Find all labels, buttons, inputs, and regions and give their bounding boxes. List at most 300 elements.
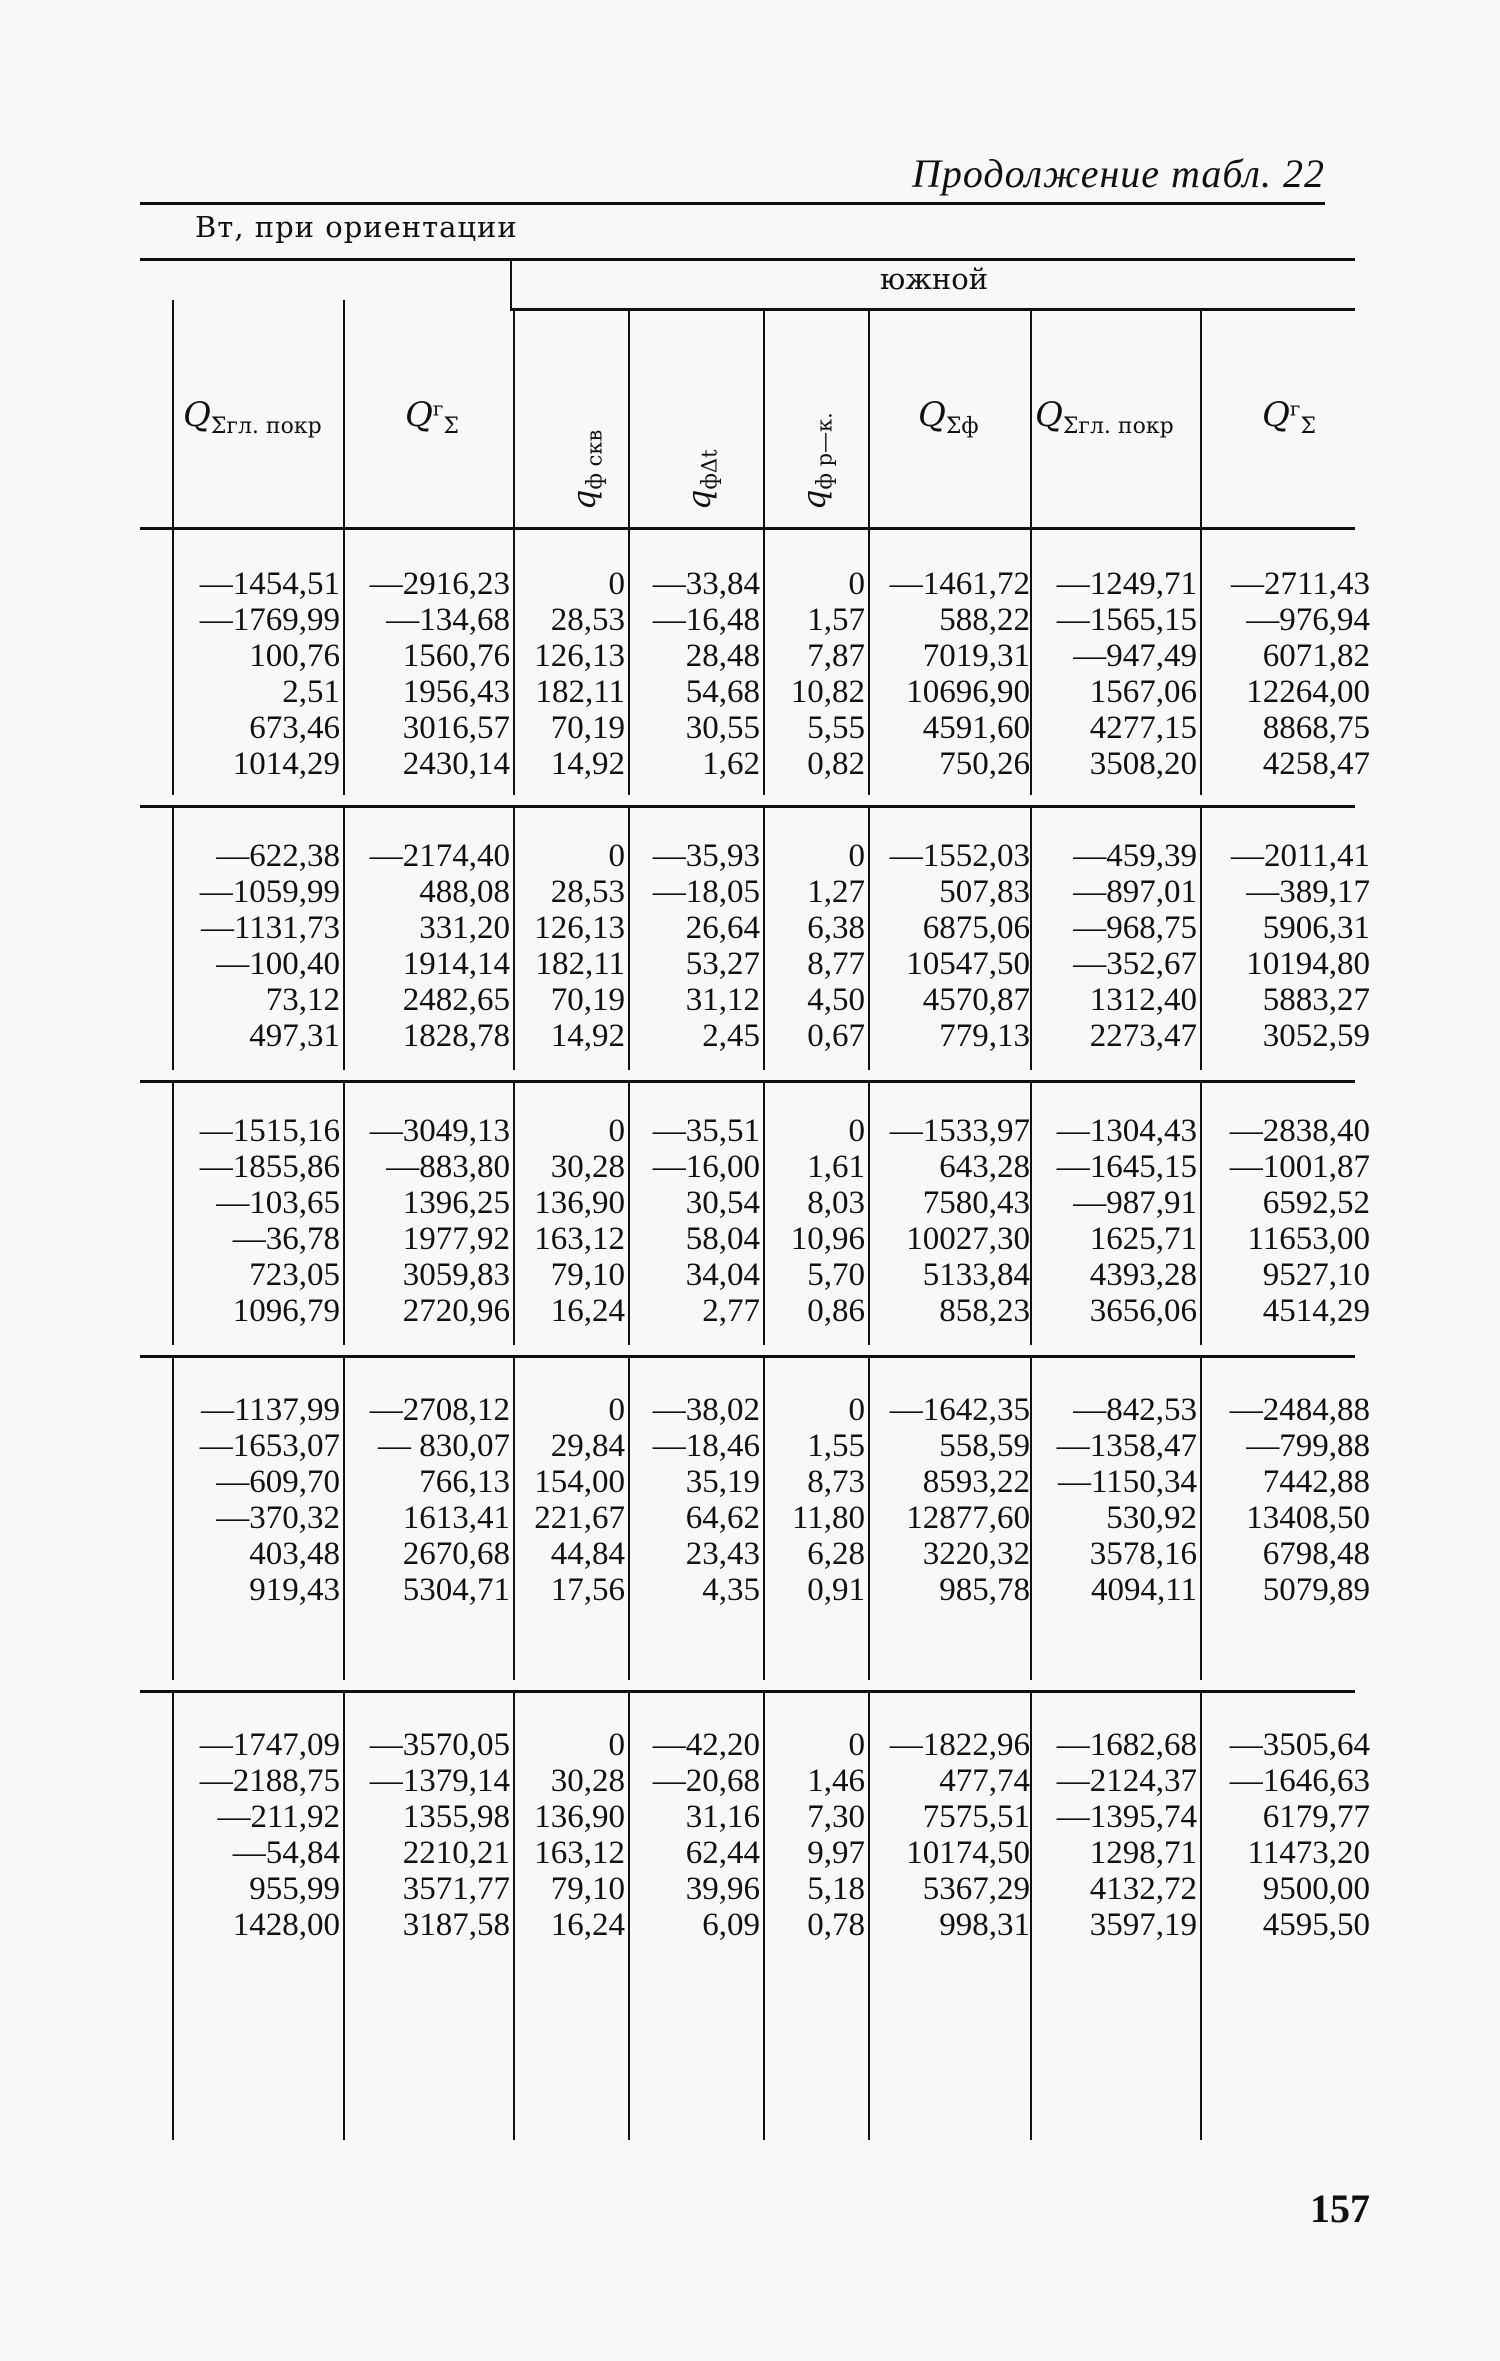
table-cell: 70,19 xyxy=(550,982,625,1018)
table-cell: 10,96 xyxy=(790,1221,865,1257)
column-divider xyxy=(513,808,515,1070)
table-cell: —799,88 xyxy=(1246,1428,1370,1464)
table-cell: 54,68 xyxy=(685,674,760,710)
table-cell: 6592,52 xyxy=(1262,1185,1370,1221)
table-cell: 3578,16 xyxy=(1089,1536,1197,1572)
column-divider xyxy=(1200,808,1202,1070)
table-cell: 750,26 xyxy=(939,746,1030,782)
block-separator-rule xyxy=(140,1355,1355,1358)
table-cell: 0 xyxy=(608,1113,625,1149)
column-divider xyxy=(868,1083,870,1345)
table-cell: 30,28 xyxy=(550,1763,625,1799)
table-cell: 985,78 xyxy=(939,1572,1030,1608)
table-cell: 3187,58 xyxy=(402,1907,510,1943)
column-divider xyxy=(868,530,870,795)
table-cell: 6179,77 xyxy=(1262,1799,1370,1835)
table-cell: 4595,50 xyxy=(1262,1907,1370,1943)
table-cell: —897,01 xyxy=(1073,874,1197,910)
column-divider xyxy=(343,1083,345,1345)
table-cell: 1828,78 xyxy=(402,1018,510,1054)
table-cell: —1395,74 xyxy=(1056,1799,1197,1835)
table-cell: —1379,14 xyxy=(369,1763,510,1799)
table-cell: —36,78 xyxy=(232,1221,340,1257)
table-cell: 6,09 xyxy=(702,1907,760,1943)
column-header-subscript: Σгл. покр xyxy=(210,413,322,439)
column-header-c1 xyxy=(183,395,322,439)
table-cell: 2430,14 xyxy=(402,746,510,782)
table-cell: 2670,68 xyxy=(402,1536,510,1572)
table-cell: 0 xyxy=(608,1392,625,1428)
table-cell: 558,59 xyxy=(939,1428,1030,1464)
column-divider xyxy=(763,1358,765,1680)
column-divider xyxy=(1200,530,1202,795)
table-cell: 9527,10 xyxy=(1262,1257,1370,1293)
continuation-label: Продолжение табл. 22 xyxy=(911,151,1325,196)
table-cell: —1653,07 xyxy=(199,1428,340,1464)
table-cell: 16,24 xyxy=(550,1907,625,1943)
table-cell: 73,12 xyxy=(265,982,340,1018)
table-cell: 1,57 xyxy=(807,602,865,638)
column-divider xyxy=(1030,1358,1032,1680)
table-cell: 7575,51 xyxy=(922,1799,1030,1835)
column-divider xyxy=(1030,1693,1032,2140)
column-header-subscript: фΔt xyxy=(697,449,722,490)
table-cell: 79,10 xyxy=(550,1871,625,1907)
table-cell: —389,17 xyxy=(1246,874,1370,910)
column-header-symbol: q xyxy=(795,489,833,510)
table-cell: 10696,90 xyxy=(906,674,1030,710)
table-cell: 497,31 xyxy=(249,1018,340,1054)
header-column-divider xyxy=(172,300,174,530)
table-cell: 31,16 xyxy=(685,1799,760,1835)
column-header-symbol: Q xyxy=(918,395,946,435)
table-cell: 2720,96 xyxy=(402,1293,510,1329)
table-cell: —968,75 xyxy=(1073,910,1197,946)
table-cell: 10194,80 xyxy=(1246,946,1370,982)
table-cell: 44,84 xyxy=(550,1536,625,1572)
table-cell: 6,28 xyxy=(807,1536,865,1572)
column-divider xyxy=(513,1358,515,1680)
orientation-divider xyxy=(510,258,512,308)
column-header-c4 xyxy=(680,449,722,510)
column-divider xyxy=(513,530,515,795)
table-cell: —16,00 xyxy=(652,1149,760,1185)
table-cell: 488,08 xyxy=(419,874,510,910)
table-cell: 3656,06 xyxy=(1089,1293,1197,1329)
table-cell: 5883,27 xyxy=(1262,982,1370,1018)
table-cell: 3571,77 xyxy=(402,1871,510,1907)
top-rule xyxy=(140,202,1325,205)
table-cell: 0 xyxy=(848,1113,865,1149)
table-cell: —2711,43 xyxy=(1230,566,1370,602)
table-cell: 530,92 xyxy=(1106,1500,1197,1536)
table-cell: —987,91 xyxy=(1073,1185,1197,1221)
table-cell: —16,48 xyxy=(652,602,760,638)
table-cell: 9,97 xyxy=(807,1835,865,1871)
table-cell: 4514,29 xyxy=(1262,1293,1370,1329)
table-cell: 62,44 xyxy=(685,1835,760,1871)
column-header-c5 xyxy=(795,412,837,510)
table-cell: —1747,09 xyxy=(199,1727,340,1763)
table-cell: 1096,79 xyxy=(232,1293,340,1329)
table-cell: 1914,14 xyxy=(402,946,510,982)
table-cell: —38,02 xyxy=(652,1392,760,1428)
column-divider xyxy=(628,530,630,795)
unit-label: Вт, при ориентации xyxy=(195,210,518,244)
table-cell: 0 xyxy=(848,1392,865,1428)
table-cell: 12877,60 xyxy=(906,1500,1030,1536)
table-cell: —1059,99 xyxy=(199,874,340,910)
table-cell: 7580,43 xyxy=(922,1185,1030,1221)
table-cell: —1150,34 xyxy=(1057,1464,1197,1500)
table-cell: —1137,99 xyxy=(200,1392,340,1428)
table-cell: —3505,64 xyxy=(1229,1727,1370,1763)
column-divider xyxy=(868,1358,870,1680)
table-cell: —1461,72 xyxy=(889,566,1030,602)
table-cell: 1298,71 xyxy=(1089,1835,1197,1871)
table-cell: —54,84 xyxy=(232,1835,340,1871)
table-cell: 3508,20 xyxy=(1089,746,1197,782)
table-cell: 5,18 xyxy=(807,1871,865,1907)
column-divider xyxy=(628,1693,630,2140)
table-cell: 0 xyxy=(608,1727,625,1763)
header-column-divider xyxy=(868,310,870,528)
table-cell: 126,13 xyxy=(534,638,625,674)
table-cell: 163,12 xyxy=(534,1835,625,1871)
table-cell: 4,35 xyxy=(702,1572,760,1608)
table-cell: —211,92 xyxy=(217,1799,340,1835)
column-divider xyxy=(172,1693,174,2140)
table-cell: 126,13 xyxy=(534,910,625,946)
table-cell: —2916,23 xyxy=(369,566,510,602)
page-number: 157 xyxy=(1310,2186,1370,2231)
column-divider xyxy=(1030,808,1032,1070)
table-cell: 507,83 xyxy=(939,874,1030,910)
table-cell: 154,00 xyxy=(534,1464,625,1500)
column-divider xyxy=(172,808,174,1070)
table-cell: 8,03 xyxy=(807,1185,865,1221)
column-header-symbol: Q xyxy=(1035,395,1063,435)
table-cell: 30,55 xyxy=(685,710,760,746)
table-cell: 3052,59 xyxy=(1262,1018,1370,1054)
table-cell: 221,67 xyxy=(534,1500,625,1536)
table-cell: —976,94 xyxy=(1246,602,1370,638)
table-cell: 5304,71 xyxy=(402,1572,510,1608)
column-divider xyxy=(763,530,765,795)
table-cell: 4277,15 xyxy=(1089,710,1197,746)
table-cell: 3016,57 xyxy=(402,710,510,746)
table-cell: —100,40 xyxy=(216,946,340,982)
table-cell: 9500,00 xyxy=(1262,1871,1370,1907)
table-cell: 673,46 xyxy=(249,710,340,746)
column-header-superscript: г xyxy=(432,396,444,421)
table-cell: —2174,40 xyxy=(369,838,510,874)
table-cell: —947,49 xyxy=(1073,638,1197,674)
table-cell: —2708,12 xyxy=(369,1392,510,1428)
column-divider xyxy=(763,1693,765,2140)
header-bottom-rule xyxy=(140,527,1355,530)
table-cell: 182,11 xyxy=(535,946,625,982)
table-cell: 11,80 xyxy=(791,1500,865,1536)
table-cell: 6875,06 xyxy=(922,910,1030,946)
table-cell: 779,13 xyxy=(939,1018,1030,1054)
table-cell: 17,56 xyxy=(550,1572,625,1608)
table-cell: 11653,00 xyxy=(1247,1221,1370,1257)
table-cell: —1642,35 xyxy=(889,1392,1030,1428)
table-cell: 0 xyxy=(848,838,865,874)
table-cell: —1515,16 xyxy=(199,1113,340,1149)
table-cell: —1769,99 xyxy=(199,602,340,638)
table-cell: 643,28 xyxy=(939,1149,1030,1185)
header-column-divider xyxy=(343,300,345,530)
table-cell: 5367,29 xyxy=(922,1871,1030,1907)
table-cell: 3220,32 xyxy=(922,1536,1030,1572)
table-cell: 5079,89 xyxy=(1262,1572,1370,1608)
column-divider xyxy=(1200,1083,1202,1345)
table-cell: —1646,63 xyxy=(1229,1763,1370,1799)
table-cell: 10027,30 xyxy=(906,1221,1030,1257)
table-cell: 1312,40 xyxy=(1089,982,1197,1018)
table-cell: 4132,72 xyxy=(1089,1871,1197,1907)
table-cell: 14,92 xyxy=(550,746,625,782)
table-cell: —370,32 xyxy=(216,1500,340,1536)
table-cell: —3570,05 xyxy=(369,1727,510,1763)
column-header-c3 xyxy=(565,430,607,510)
table-cell: 1567,06 xyxy=(1089,674,1197,710)
table-cell: —2484,88 xyxy=(1229,1392,1370,1428)
table-cell: —459,39 xyxy=(1073,838,1197,874)
table-cell: 766,13 xyxy=(419,1464,510,1500)
column-divider xyxy=(343,808,345,1070)
table-cell: 1,61 xyxy=(807,1149,865,1185)
table-cell: —1454,51 xyxy=(199,566,340,602)
header-column-divider xyxy=(513,310,515,528)
table-cell: 10,82 xyxy=(790,674,865,710)
block-separator-rule xyxy=(140,1080,1355,1083)
column-divider xyxy=(1200,1693,1202,2140)
table-cell: —1304,43 xyxy=(1056,1113,1197,1149)
table-cell: 26,64 xyxy=(685,910,760,946)
table-cell: 1,55 xyxy=(807,1428,865,1464)
column-divider xyxy=(343,530,345,795)
table-cell: 7442,88 xyxy=(1262,1464,1370,1500)
header-column-divider xyxy=(1030,310,1032,528)
table-cell: 1956,43 xyxy=(402,674,510,710)
table-cell: 1355,98 xyxy=(402,1799,510,1835)
table-cell: 29,84 xyxy=(550,1428,625,1464)
column-header-subscript: ф скв xyxy=(582,429,607,490)
table-cell: 1977,92 xyxy=(402,1221,510,1257)
table-cell: 8593,22 xyxy=(922,1464,1030,1500)
table-cell: 723,05 xyxy=(249,1257,340,1293)
table-cell: 34,04 xyxy=(685,1257,760,1293)
table-cell: —103,65 xyxy=(216,1185,340,1221)
table-cell: 6,38 xyxy=(807,910,865,946)
column-header-superscript: г xyxy=(1289,396,1301,421)
table-cell: 4570,87 xyxy=(922,982,1030,1018)
table-cell: 0 xyxy=(608,838,625,874)
column-header-c8 xyxy=(1262,395,1316,439)
column-header-c2 xyxy=(405,395,459,439)
column-divider xyxy=(628,1083,630,1345)
header-rule-2 xyxy=(510,308,1355,311)
column-divider xyxy=(172,1083,174,1345)
table-cell: 35,19 xyxy=(685,1464,760,1500)
table-cell: 6798,48 xyxy=(1262,1536,1370,1572)
column-header-subscript: Σ xyxy=(443,413,459,439)
column-header-subscript: Σгл. покр xyxy=(1062,413,1174,439)
table-cell: —622,38 xyxy=(216,838,340,874)
table-cell: 1,27 xyxy=(807,874,865,910)
table-cell: 477,74 xyxy=(939,1763,1030,1799)
table-cell: —1552,03 xyxy=(889,838,1030,874)
table-cell: 2482,65 xyxy=(402,982,510,1018)
table-cell: —2124,37 xyxy=(1056,1763,1197,1799)
block-separator-rule xyxy=(140,1690,1355,1693)
table-cell: 5,55 xyxy=(807,710,865,746)
table-cell: —35,93 xyxy=(652,838,760,874)
column-divider xyxy=(868,1693,870,2140)
column-divider xyxy=(628,1358,630,1680)
column-header-symbol: q xyxy=(680,489,718,510)
column-divider xyxy=(1030,530,1032,795)
table-cell: 14,92 xyxy=(550,1018,625,1054)
table-cell: 1625,71 xyxy=(1089,1221,1197,1257)
header-column-divider xyxy=(763,310,765,528)
table-cell: 2,77 xyxy=(702,1293,760,1329)
table-cell: 10174,50 xyxy=(906,1835,1030,1871)
table-cell: 70,19 xyxy=(550,710,625,746)
table-cell: 136,90 xyxy=(534,1799,625,1835)
header-column-divider xyxy=(1200,310,1202,528)
table-cell: 1,62 xyxy=(702,746,760,782)
table-cell: 919,43 xyxy=(249,1572,340,1608)
table-cell: 16,24 xyxy=(550,1293,625,1329)
column-header-symbol: Q xyxy=(405,395,433,435)
table-cell: 64,62 xyxy=(685,1500,760,1536)
column-header-symbol: q xyxy=(565,489,603,510)
table-cell: —1855,86 xyxy=(199,1149,340,1185)
table-cell: 588,22 xyxy=(939,602,1030,638)
column-divider xyxy=(172,1358,174,1680)
table-cell: —2011,41 xyxy=(1230,838,1370,874)
table-cell: —1533,97 xyxy=(889,1113,1030,1149)
table-cell: —883,80 xyxy=(386,1149,510,1185)
table-cell: 53,27 xyxy=(685,946,760,982)
table-cell: 28,48 xyxy=(685,638,760,674)
table-cell: 28,53 xyxy=(550,602,625,638)
table-cell: — 830,07 xyxy=(378,1428,510,1464)
table-cell: 0 xyxy=(848,566,865,602)
table-cell: 7,87 xyxy=(807,638,865,674)
table-cell: 7,30 xyxy=(807,1799,865,1835)
table-cell: —18,05 xyxy=(652,874,760,910)
table-cell: —1645,15 xyxy=(1056,1149,1197,1185)
table-cell: 28,53 xyxy=(550,874,625,910)
table-cell: 1396,25 xyxy=(402,1185,510,1221)
table-cell: 4591,60 xyxy=(922,710,1030,746)
table-cell: —1565,15 xyxy=(1056,602,1197,638)
table-cell: —20,68 xyxy=(652,1763,760,1799)
column-header-subscript: Σ xyxy=(1300,413,1316,439)
table-cell: —1682,68 xyxy=(1056,1727,1197,1763)
table-cell: 79,10 xyxy=(550,1257,625,1293)
block-separator-rule xyxy=(140,805,1355,808)
header-column-divider xyxy=(628,310,630,528)
table-cell: 23,43 xyxy=(685,1536,760,1572)
table-cell: 1,46 xyxy=(807,1763,865,1799)
table-cell: —134,68 xyxy=(386,602,510,638)
table-cell: 13408,50 xyxy=(1246,1500,1370,1536)
column-divider xyxy=(172,530,174,795)
column-divider xyxy=(628,808,630,1070)
table-cell: 8868,75 xyxy=(1262,710,1370,746)
table-cell: —1358,47 xyxy=(1056,1428,1197,1464)
table-cell: —1001,87 xyxy=(1229,1149,1370,1185)
table-cell: 5,70 xyxy=(807,1257,865,1293)
column-divider xyxy=(343,1358,345,1680)
column-divider xyxy=(868,808,870,1070)
table-cell: 2210,21 xyxy=(402,1835,510,1871)
table-cell: 3059,83 xyxy=(402,1257,510,1293)
table-cell: 858,23 xyxy=(939,1293,1030,1329)
table-cell: —42,20 xyxy=(652,1727,760,1763)
table-cell: 4,50 xyxy=(807,982,865,1018)
column-header-subscript: ф р—к. xyxy=(812,412,837,490)
table-cell: 2,45 xyxy=(702,1018,760,1054)
table-cell: 6071,82 xyxy=(1262,638,1370,674)
table-cell: 4258,47 xyxy=(1262,746,1370,782)
table-cell: 1560,76 xyxy=(402,638,510,674)
table-cell: 998,31 xyxy=(939,1907,1030,1943)
table-cell: —2838,40 xyxy=(1229,1113,1370,1149)
table-cell: 8,73 xyxy=(807,1464,865,1500)
table-cell: 1428,00 xyxy=(232,1907,340,1943)
table-cell: —3049,13 xyxy=(369,1113,510,1149)
column-header-c7 xyxy=(1035,395,1174,439)
table-cell: 3597,19 xyxy=(1089,1907,1197,1943)
table-cell: 4393,28 xyxy=(1089,1257,1197,1293)
table-cell: 331,20 xyxy=(419,910,510,946)
table-cell: —18,46 xyxy=(652,1428,760,1464)
header-rule-1 xyxy=(140,258,1355,261)
table-cell: 403,48 xyxy=(249,1536,340,1572)
table-cell: 1014,29 xyxy=(232,746,340,782)
table-cell: 7019,31 xyxy=(922,638,1030,674)
table-cell: 0,67 xyxy=(807,1018,865,1054)
table-cell: 12264,00 xyxy=(1246,674,1370,710)
table-cell: 0,91 xyxy=(807,1572,865,1608)
table-cell: 5906,31 xyxy=(1262,910,1370,946)
table-cell: —2188,75 xyxy=(199,1763,340,1799)
column-divider xyxy=(763,808,765,1070)
table-cell: —609,70 xyxy=(216,1464,340,1500)
table-cell: 4094,11 xyxy=(1090,1572,1197,1608)
table-cell: 0 xyxy=(608,566,625,602)
table-cell: 58,04 xyxy=(685,1221,760,1257)
table-cell: 0,78 xyxy=(807,1907,865,1943)
orientation-label: южной xyxy=(880,262,989,296)
column-divider xyxy=(763,1083,765,1345)
table-cell: 100,76 xyxy=(249,638,340,674)
table-cell: 1613,41 xyxy=(402,1500,510,1536)
column-divider xyxy=(513,1083,515,1345)
table-cell: 11473,20 xyxy=(1247,1835,1370,1871)
table-cell: 955,99 xyxy=(249,1871,340,1907)
table-cell: 39,96 xyxy=(685,1871,760,1907)
column-header-symbol: Q xyxy=(183,395,211,435)
table-cell: 30,54 xyxy=(685,1185,760,1221)
